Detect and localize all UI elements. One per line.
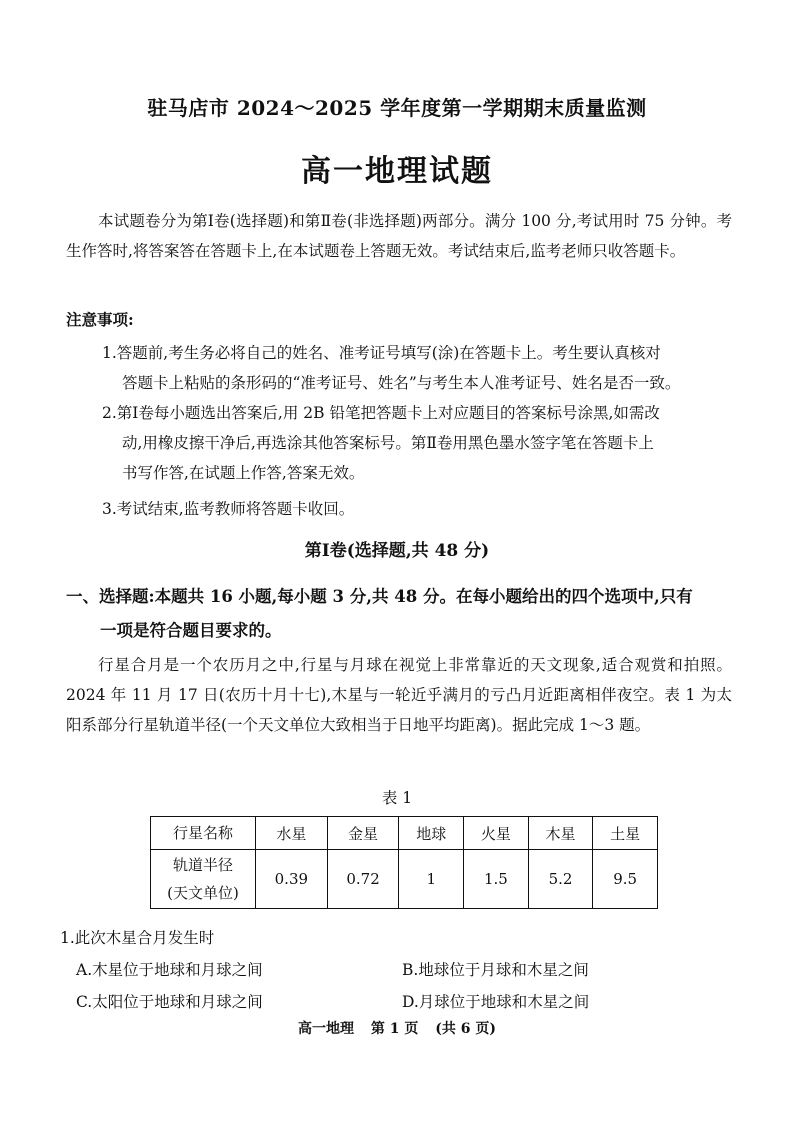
notice-item-2-line2: 动,用橡皮擦干净后,再选涂其他答案标号。第Ⅱ卷用黑色墨水签字笔在答题卡上 (122, 434, 654, 452)
table-caption: 表 1 (381, 789, 413, 807)
page-footer (0, 1018, 794, 1038)
table-cell-radius: 1.5 (464, 850, 529, 909)
footer-total-pages: (共 6 页) (435, 1021, 496, 1037)
table-cell-planet: 火星 (464, 817, 529, 850)
notice-item-3 (102, 494, 732, 524)
table-cell-radius: 0.39 (256, 850, 328, 909)
passage-paragraph: 行星合月是一个农历月之中,行星与月球在视觉上非常靠近的天文现象,适合观赏和拍照。2024 年 11 月 17 日(农历十月十七),木星与一轮近乎满月的亏凸月近距离相伴夜空。表 1 为太阳系部分行星轨道半径(一个天文单位大致相当于日地平均距离)。据此完成 1～3 题。 (66, 656, 732, 734)
table-cell-planet: 地球 (399, 817, 464, 850)
footer-page-number: 第 1 页 (370, 1021, 419, 1037)
exam-title: 高一地理试题 (301, 154, 493, 189)
notice-item-2-line3: 书写作答,在试题上作答,答案无效。 (122, 464, 365, 482)
table-cell-planet: 金星 (327, 817, 399, 850)
planet-orbit-table (150, 816, 658, 909)
section-title: 第Ⅰ卷(选择题,共 48 分) (304, 541, 490, 561)
notice-item-1-line1: 1.答题前,考生务必将自己的姓名、准考证号填写(涂)在答题卡上。考生要认真核对 (102, 344, 661, 362)
table-cell-planet: 水星 (256, 817, 328, 850)
table-row (151, 817, 658, 850)
table-cell-radius: 1 (399, 850, 464, 909)
row-header-radius-unit: (天文单位) (167, 884, 239, 902)
notice-item-3-line1: 3.考试结束,监考教师将答题卡收回。 (102, 500, 355, 518)
instructions-line2: 一项是符合题目要求的。 (100, 621, 282, 640)
question-1-stem: 1.此次木星合月发生时 (60, 929, 215, 947)
option-a: A.木星位于地球和月球之间 (76, 961, 263, 979)
table-row (151, 850, 658, 909)
notice-item-2 (102, 398, 732, 488)
intro-paragraph: 本试题卷分为第Ⅰ卷(选择题)和第Ⅱ卷(非选择题)两部分。满分 100 分,考试用时 75 分钟。考生作答时,将答案答在答题卡上,在本试题卷上答题无效。考试结束后,监考老师只收答题卡。 (66, 212, 732, 260)
row-header-radius-label: 轨道半径 (172, 856, 233, 874)
table-cell-planet: 木星 (528, 817, 593, 850)
table-cell-planet: 土星 (593, 817, 658, 850)
question-instructions (66, 580, 732, 648)
notice-item-2-line1: 2.第Ⅰ卷每小题选出答案后,用 2B 铅笔把答题卡上对应题目的答案标号涂黑,如需改 (102, 404, 660, 422)
option-d: D.月球位于地球和木星之间 (402, 993, 590, 1011)
table-cell-radius: 5.2 (528, 850, 593, 909)
table-row-header-radius (151, 850, 256, 909)
notice-heading: 注意事项: (66, 310, 134, 329)
option-b: B.地球位于月球和木星之间 (402, 961, 589, 979)
exam-header-title: 驻马店市 2024～2025 学年度第一学期期末质量监测 (147, 96, 647, 120)
notice-item-1-line2: 答题卡上粘贴的条形码的“准考证号、姓名”与考生本人准考证号、姓名是否一致。 (122, 374, 681, 392)
notice-item-1 (102, 338, 732, 398)
option-c: C.太阳位于地球和月球之间 (76, 993, 263, 1011)
instructions-line1: 一、选择题:本题共 16 小题,每小题 3 分,共 48 分。在每小题给出的四个选项中,只有 (66, 587, 693, 606)
table-cell-radius: 9.5 (593, 850, 658, 909)
table-cell-radius: 0.72 (327, 850, 399, 909)
table-row-header-name: 行星名称 (151, 817, 256, 850)
footer-subject: 高一地理 (298, 1021, 354, 1037)
